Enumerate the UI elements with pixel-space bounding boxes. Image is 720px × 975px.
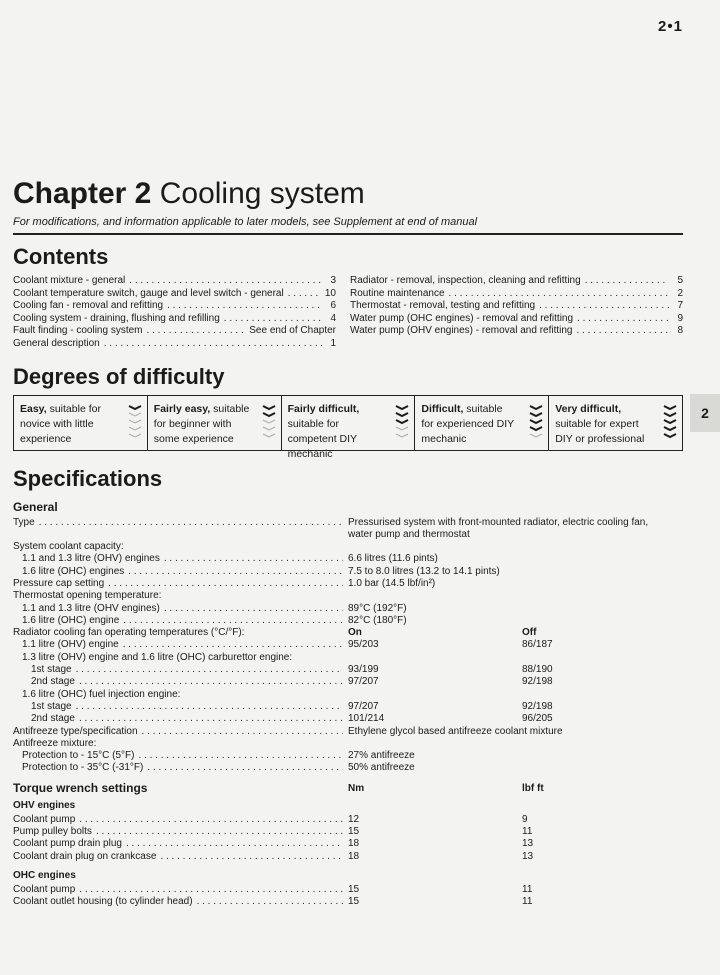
torque-lbf: 11 xyxy=(522,826,533,837)
torque-group-heading: OHV engines xyxy=(13,799,76,811)
spec-label-wrap xyxy=(13,738,343,749)
difficulty-text xyxy=(421,402,517,447)
spec-label: Radiator cooling fan operating temperatures (°C/°F): xyxy=(13,627,245,639)
spec-value-2: 92/198 xyxy=(522,676,553,688)
spec-label: 2nd stage xyxy=(31,676,75,688)
torque-row xyxy=(13,838,683,850)
title-rule xyxy=(13,233,683,235)
contents-item-label: Cooling system - draining, flushing and refilling xyxy=(13,312,220,324)
torque-nm: 15 xyxy=(348,826,360,837)
torque-dots xyxy=(126,838,343,849)
torque-row xyxy=(13,851,683,863)
spec-value: 27% antifreeze xyxy=(348,750,415,762)
spanner-icon xyxy=(127,402,143,442)
chapter-subtitle: For modifications, and information applicable to later models, see Supplement at end of manual xyxy=(13,216,478,228)
torque-nm: 18 xyxy=(348,850,360,862)
contents-item-label: Radiator - removal, inspection, cleaning and refitting xyxy=(350,275,581,286)
spec-row xyxy=(13,676,683,688)
torque-header xyxy=(13,781,683,793)
spec-value: 97/207 xyxy=(348,676,379,688)
spec-dots xyxy=(108,578,343,589)
contents-item-page: 7 xyxy=(677,300,683,312)
spec-value-2: Off xyxy=(522,627,537,639)
spec-label-wrap xyxy=(13,726,343,737)
spec-label: 1.6 litre (OHC) fuel injection engine: xyxy=(22,688,181,700)
spec-dots xyxy=(123,615,343,626)
spec-row xyxy=(13,701,683,713)
spec-label-wrap xyxy=(13,652,343,663)
spec-row xyxy=(13,664,683,676)
spec-value: 50% antifreeze xyxy=(348,762,415,774)
spec-label-wrap xyxy=(13,603,343,614)
contents-item-label: Routine maintenance xyxy=(350,287,445,299)
torque-row xyxy=(13,814,683,826)
spanner-icon xyxy=(662,402,678,442)
difficulty-heading: Degrees of difficulty xyxy=(13,364,225,389)
spec-label: 1.6 litre (OHC) engines xyxy=(22,565,125,577)
difficulty-text xyxy=(288,402,384,462)
contents-item xyxy=(350,275,683,288)
spec-label-wrap xyxy=(13,750,343,761)
spec-dots xyxy=(138,750,343,761)
torque-row xyxy=(13,884,683,896)
spec-value-2: 92/198 xyxy=(522,700,553,712)
contents-dots xyxy=(129,275,322,288)
spec-dots xyxy=(76,701,343,712)
torque-label-wrap xyxy=(13,851,343,862)
torque-row xyxy=(13,826,683,838)
spec-label-wrap xyxy=(13,762,343,773)
torque-label: Coolant outlet housing (to cylinder head) xyxy=(13,896,193,908)
difficulty-level-name: Easy, xyxy=(20,403,47,415)
spec-label-wrap xyxy=(13,553,343,564)
contents-item-label: Water pump (OHV engines) - removal and refitting xyxy=(350,325,573,337)
torque-label: Coolant pump drain plug xyxy=(13,838,122,850)
difficulty-text xyxy=(154,402,250,447)
spec-row xyxy=(13,578,683,590)
spec-label-wrap xyxy=(13,541,343,552)
contents-item-label: Cooling fan - removal and refitting xyxy=(13,300,164,312)
spec-label-wrap xyxy=(13,566,343,577)
torque-label: Coolant pump xyxy=(13,883,76,895)
contents-item xyxy=(350,325,683,338)
contents-item-page: 10 xyxy=(324,287,336,299)
spanner-icon xyxy=(528,402,544,442)
spec-value: 6.6 litres (11.6 pints) xyxy=(348,553,438,565)
contents-item xyxy=(350,288,683,301)
spec-row xyxy=(13,615,683,627)
contents-item xyxy=(350,313,683,326)
spec-row xyxy=(13,627,683,639)
torque-dots xyxy=(160,851,343,862)
spec-row xyxy=(13,603,683,615)
difficulty-level-name: Fairly difficult, xyxy=(287,403,360,415)
spec-dots xyxy=(76,664,343,675)
contents-item-page: See end of Chapter xyxy=(249,325,336,337)
chapter-name: Cooling system xyxy=(159,177,365,210)
spec-dots xyxy=(79,713,343,724)
torque-nm: 18 xyxy=(348,838,360,850)
spec-label-wrap xyxy=(13,615,343,626)
difficulty-level-desc: suitable for novice with little experience xyxy=(20,403,101,445)
spec-value: 82°C (180°F) xyxy=(348,614,407,626)
contents-dots xyxy=(585,275,669,288)
spanner-icon xyxy=(394,402,410,442)
torque-label-wrap xyxy=(13,826,343,837)
difficulty-level-4 xyxy=(415,396,549,450)
spec-value: 95/203 xyxy=(348,639,379,651)
spec-label: System coolant capacity: xyxy=(13,541,124,552)
spec-label: 1.1 litre (OHV) engine xyxy=(22,639,119,651)
difficulty-level-5 xyxy=(549,396,682,450)
spec-value: Ethylene glycol based antifreeze coolant mixture xyxy=(348,725,563,737)
spec-dots xyxy=(123,639,343,650)
spec-row xyxy=(13,726,683,738)
contents-item-label: Fault finding - cooling system xyxy=(13,325,143,337)
chapter-label: Chapter 2 xyxy=(13,177,152,210)
torque-lbf: 13 xyxy=(522,850,534,862)
contents-dots xyxy=(449,288,669,301)
general-heading: General xyxy=(13,500,58,514)
contents-item-label: Water pump (OHC engines) - removal and refitting xyxy=(350,312,574,324)
spec-value: 7.5 to 8.0 litres (13.2 to 14.1 pints) xyxy=(348,565,500,577)
spec-value: water pump and thermostat xyxy=(348,529,470,540)
contents-item-label: Coolant temperature switch, gauge and level switch - general xyxy=(13,287,284,299)
spec-value: 101/214 xyxy=(348,713,385,725)
difficulty-level-1 xyxy=(14,396,148,450)
contents-dots xyxy=(147,325,246,338)
contents-dots xyxy=(577,325,670,338)
spec-row xyxy=(13,762,683,774)
difficulty-level-desc: suitable for expert DIY or professional xyxy=(555,418,645,445)
difficulty-level-name: Very difficult, xyxy=(555,403,622,415)
spec-label-wrap xyxy=(13,578,343,589)
torque-label: Coolant drain plug on crankcase xyxy=(13,850,157,862)
difficulty-level-desc: suitable for competent DIY mechanic xyxy=(287,418,357,460)
torque-lbf: 11 xyxy=(522,896,533,908)
contents-dots xyxy=(288,288,321,301)
contents-dots xyxy=(167,300,322,313)
contents-item xyxy=(13,338,336,351)
spec-value-2: 96/205 xyxy=(522,713,553,725)
spec-label: 1.1 and 1.3 litre (OHV) engines xyxy=(22,553,160,565)
contents-item-page: 1 xyxy=(330,337,336,349)
specifications-section xyxy=(13,500,683,920)
spec-label-wrap xyxy=(13,627,343,638)
spec-dots xyxy=(164,553,343,564)
difficulty-level-name: Difficult, xyxy=(421,403,464,415)
page-number: 2•1 xyxy=(658,18,683,35)
difficulty-text xyxy=(20,402,116,447)
spanner-icon xyxy=(261,402,277,442)
spec-row-type-cont xyxy=(13,529,683,541)
spec-label-wrap xyxy=(13,713,343,724)
contents-item xyxy=(13,300,336,313)
difficulty-level-desc: suitable for beginner with some experience xyxy=(153,403,250,445)
torque-lbf: 11 xyxy=(522,883,533,895)
spec-row xyxy=(13,750,683,762)
spec-value: 93/199 xyxy=(348,664,379,675)
chapter-title xyxy=(13,177,365,211)
torque-col-nm: Nm xyxy=(348,782,365,794)
spec-label: Thermostat opening temperature: xyxy=(13,590,162,602)
spec-row xyxy=(13,566,683,578)
spec-value: 97/207 xyxy=(348,700,379,712)
spec-value: 1.0 bar (14.5 lbf/in²) xyxy=(348,577,436,589)
contents-dots xyxy=(224,313,322,326)
contents-item-label: Coolant mixture - general xyxy=(13,275,126,286)
spec-row-type xyxy=(13,517,683,529)
contents-item xyxy=(13,325,336,338)
torque-dots xyxy=(197,896,343,907)
spec-label-wrap xyxy=(13,639,343,650)
contents-item-page: 8 xyxy=(677,325,683,337)
torque-nm: 12 xyxy=(348,813,360,825)
spec-label: 1.1 and 1.3 litre (OHV engines) xyxy=(22,602,160,614)
torque-lbf: 9 xyxy=(522,813,528,825)
spec-dots xyxy=(128,566,343,577)
spec-label: 1st stage xyxy=(31,664,72,675)
contents-item-page: 2 xyxy=(677,287,683,299)
spec-label-wrap xyxy=(13,664,343,675)
torque-label-wrap xyxy=(13,896,343,907)
contents-item-page: 6 xyxy=(330,300,336,312)
spec-row xyxy=(13,713,683,725)
torque-label-wrap xyxy=(13,884,343,895)
spec-value: On xyxy=(348,627,362,639)
contents-item-page: 3 xyxy=(330,275,336,286)
spec-value: 89°C (192°F) xyxy=(348,602,407,614)
contents-item-label: General description xyxy=(13,337,100,349)
contents-right-column xyxy=(350,275,683,338)
spec-label-wrap xyxy=(13,689,343,700)
torque-label-wrap xyxy=(13,838,343,849)
torque-col-lbf: lbf ft xyxy=(522,782,544,794)
difficulty-table xyxy=(13,395,683,460)
spec-label-wrap xyxy=(13,590,343,601)
contents-dots xyxy=(577,313,669,326)
contents-dots xyxy=(539,300,669,313)
contents-item xyxy=(13,275,336,288)
spec-label: Antifreeze type/specification xyxy=(13,725,138,737)
contents-heading: Contents xyxy=(13,244,109,269)
spec-value-2: 86/187 xyxy=(522,639,553,651)
spec-dots xyxy=(142,726,343,737)
contents-dots xyxy=(104,338,322,351)
contents-item-page: 9 xyxy=(677,312,683,324)
torque-dots xyxy=(96,826,343,837)
spec-label: 1st stage xyxy=(31,700,72,712)
difficulty-level-2 xyxy=(148,396,282,450)
contents-item xyxy=(350,300,683,313)
spec-value-2: 88/190 xyxy=(522,664,553,675)
spec-row xyxy=(13,652,683,664)
spec-row xyxy=(13,590,683,602)
spec-label-wrap xyxy=(13,701,343,712)
difficulty-level-name: Fairly easy, xyxy=(153,403,211,415)
spec-label: 1.6 litre (OHC) engine xyxy=(22,614,120,626)
spec-label: Protection to - 35°C (-31°F) xyxy=(22,762,144,774)
spec-label: Type xyxy=(13,517,35,528)
contents-item-label: Thermostat - removal, testing and refitting xyxy=(350,300,536,312)
torque-dots xyxy=(79,884,343,895)
torque-row xyxy=(13,896,683,908)
spec-dots xyxy=(164,603,343,614)
spec-dots xyxy=(147,762,343,773)
contents-item-page: 4 xyxy=(330,312,336,324)
spec-label: Antifreeze mixture: xyxy=(13,737,97,749)
contents-item-page: 5 xyxy=(677,275,683,286)
spec-row xyxy=(13,553,683,565)
spec-row xyxy=(13,639,683,651)
contents-item xyxy=(13,313,336,326)
torque-heading: Torque wrench settings xyxy=(13,780,148,795)
torque-nm: 15 xyxy=(348,883,360,895)
spec-label: Protection to - 15°C (5°F) xyxy=(22,750,135,762)
spec-row xyxy=(13,541,683,553)
torque-dots xyxy=(79,814,343,825)
torque-label-wrap xyxy=(13,814,343,825)
spec-row xyxy=(13,689,683,701)
torque-lbf: 13 xyxy=(522,838,534,850)
difficulty-level-3 xyxy=(282,396,416,460)
spec-label-wrap xyxy=(13,676,343,687)
spec-value: Pressurised system with front-mounted radiator, electric cooling fan, xyxy=(348,517,649,528)
spec-dots xyxy=(79,676,343,687)
difficulty-level-desc: suitable for experienced DIY mechanic xyxy=(421,403,514,445)
specifications-heading: Specifications xyxy=(13,466,163,491)
spec-label: 1.3 litre (OHV) engine and 1.6 litre (OHC) carburettor engine: xyxy=(22,651,293,663)
difficulty-text xyxy=(555,402,651,447)
torque-label: Pump pulley bolts xyxy=(13,826,92,837)
contents-left-column xyxy=(13,275,336,351)
torque-group-heading: OHC engines xyxy=(13,869,76,881)
contents-item xyxy=(13,288,336,301)
spec-row xyxy=(13,738,683,750)
chapter-tab: 2 xyxy=(690,394,720,432)
torque-nm: 15 xyxy=(348,896,360,908)
spec-label: 2nd stage xyxy=(31,713,75,725)
torque-label: Coolant pump xyxy=(13,813,76,825)
spec-label: Pressure cap setting xyxy=(13,577,105,589)
